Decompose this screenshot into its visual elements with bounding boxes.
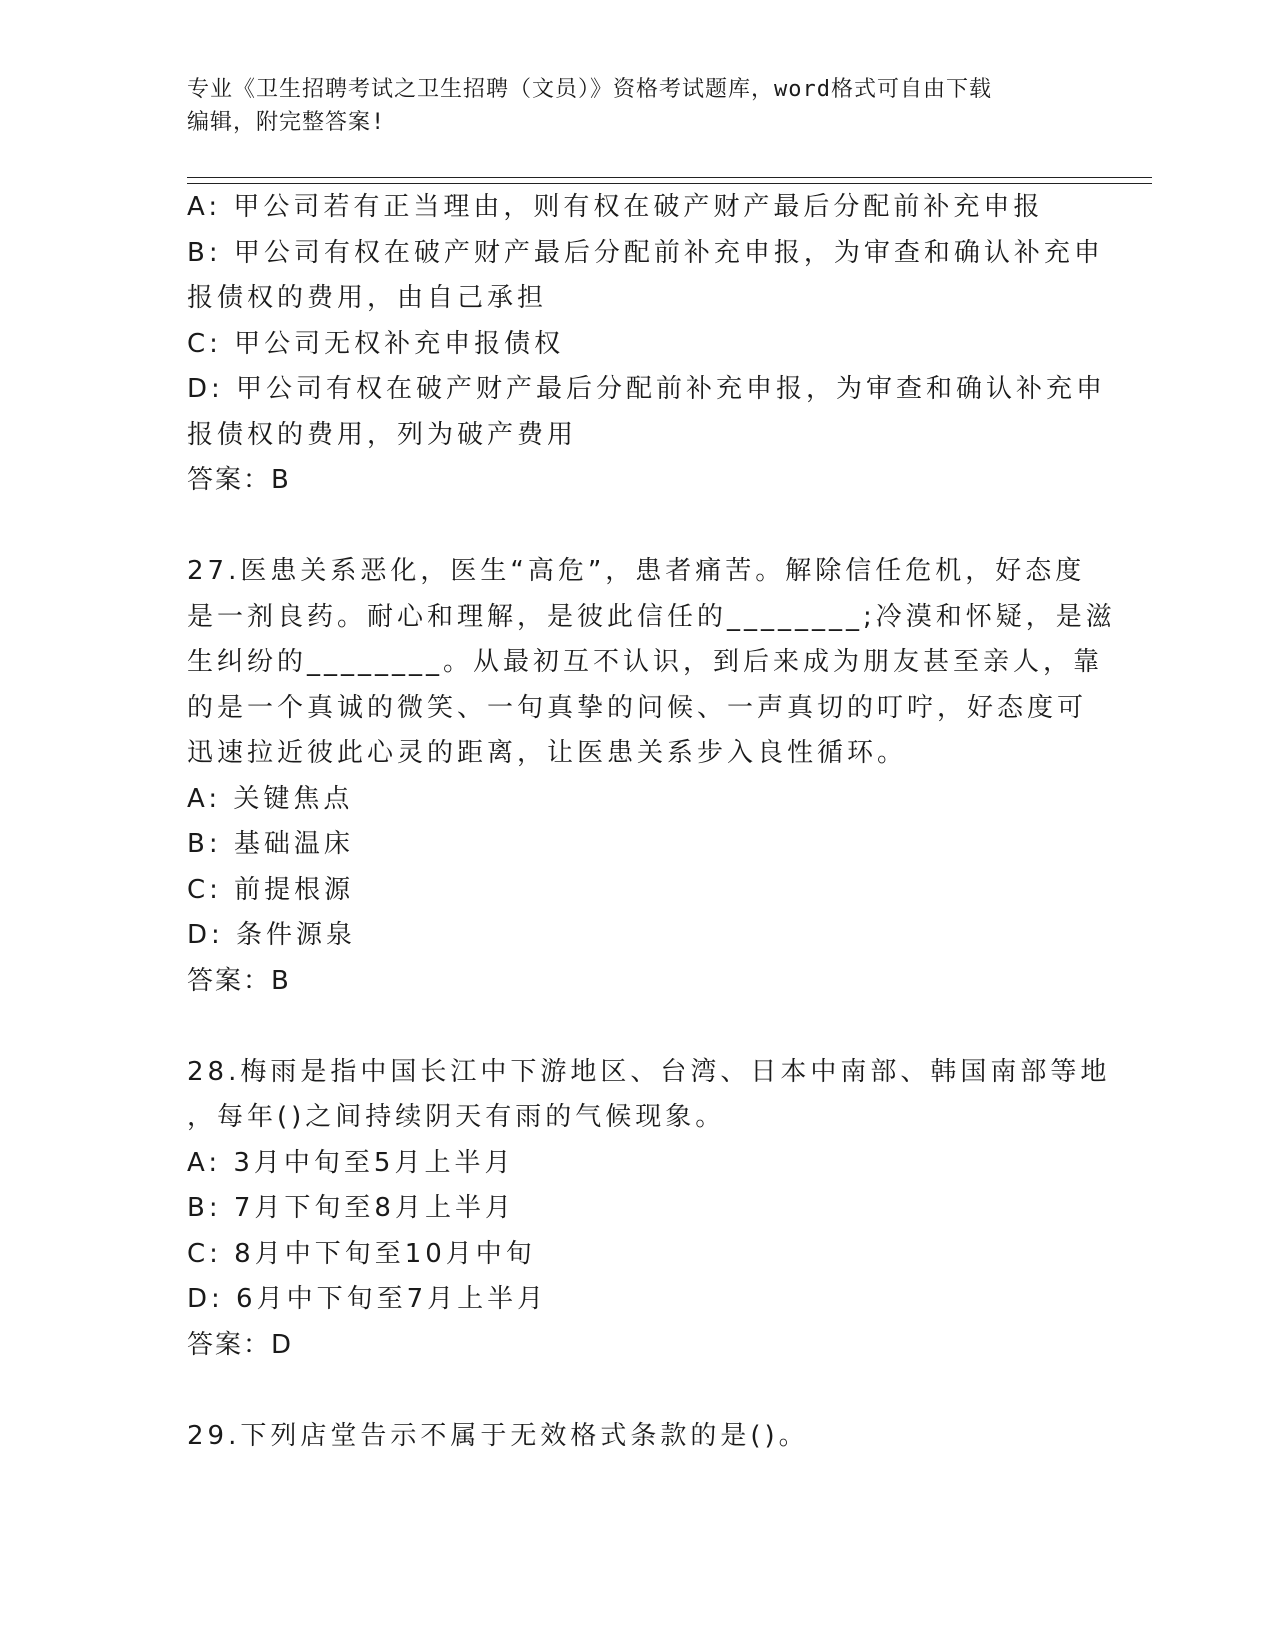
q27-answer: 答案：B	[187, 965, 291, 996]
spacer	[187, 1368, 1087, 1414]
q28-stem-line-1: 28.梅雨是指中国长江中下游地区、台湾、日本中南部、韩国南部等地	[187, 1056, 1111, 1087]
document-header	[187, 73, 1087, 139]
q26-option-c: C: 甲公司无权补充申报债权	[187, 328, 565, 359]
header-line-1: 专业《卫生招聘考试之卫生招聘（文员）》资格考试题库，word格式可自由下载	[187, 77, 992, 102]
q27-option-c: C: 前提根源	[187, 874, 355, 905]
header-rule-bottom	[187, 183, 1152, 184]
q27-stem-line-3: 生纠纷的________。从最初互不认识，到后来成为朋友甚至亲人，靠	[187, 647, 1104, 677]
header-rule-top	[187, 177, 1152, 178]
q28-answer: 答案：D	[187, 1329, 294, 1360]
q28-option-d: D: 6月中下旬至7月上半月	[187, 1284, 548, 1314]
q28-option-a: A: 3月中旬至5月上半月	[187, 1147, 515, 1178]
spacer	[187, 504, 1087, 550]
q27-stem-line-2: 是一剂良药。耐心和理解，是彼此信任的________;冷漠和怀疑，是滋	[187, 601, 1116, 632]
q27-option-a: A: 关键焦点	[187, 783, 354, 814]
q28-option-c: C: 8月中下旬至10月中旬	[187, 1238, 536, 1269]
q27-option-b: B: 基础温床	[187, 829, 354, 859]
q26-option-b-line-2: 报债权的费用，由自己承担	[187, 283, 548, 313]
question-26-block	[187, 185, 1107, 504]
q27-stem-line-5: 迅速拉近彼此心灵的距离，让医患关系步入良性循环。	[187, 738, 908, 768]
q27-stem-line-1: 27.医患关系恶化，医生“高危”，患者痛苦。解除信任危机，好态度	[187, 556, 1086, 586]
question-28-block	[187, 1050, 1111, 1369]
document-body	[187, 185, 1116, 1459]
question-27-block	[187, 549, 1116, 1004]
q27-option-d: D: 条件源泉	[187, 920, 357, 950]
q29-stem-line-1: 29.下列店堂告示不属于无效格式条款的是()。	[187, 1420, 809, 1451]
q28-option-b: B: 7月下旬至8月上半月	[187, 1193, 515, 1223]
q26-option-b-line-1: B: 甲公司有权在破产财产最后分配前补充申报，为审查和确认补充申	[187, 237, 1104, 268]
q26-option-d-line-2: 报债权的费用，列为破产费用	[187, 419, 578, 450]
spacer	[187, 1004, 1087, 1050]
header-line-2: 编辑，附完整答案!	[187, 110, 386, 135]
q26-answer: 答案：B	[187, 465, 291, 495]
q26-option-d-line-1: D: 甲公司有权在破产财产最后分配前补充申报，为审查和确认补充申	[187, 374, 1107, 404]
q28-stem-line-2: ，每年()之间持续阴天有雨的气候现象。	[187, 1102, 726, 1132]
q26-option-a: A: 甲公司若有正当理由，则有权在破产财产最后分配前补充申报	[187, 192, 1044, 222]
q27-stem-line-4: 的是一个真诚的微笑、一句真挚的问候、一声真切的叮咛，好态度可	[187, 692, 1088, 723]
question-29-block	[187, 1414, 1087, 1460]
